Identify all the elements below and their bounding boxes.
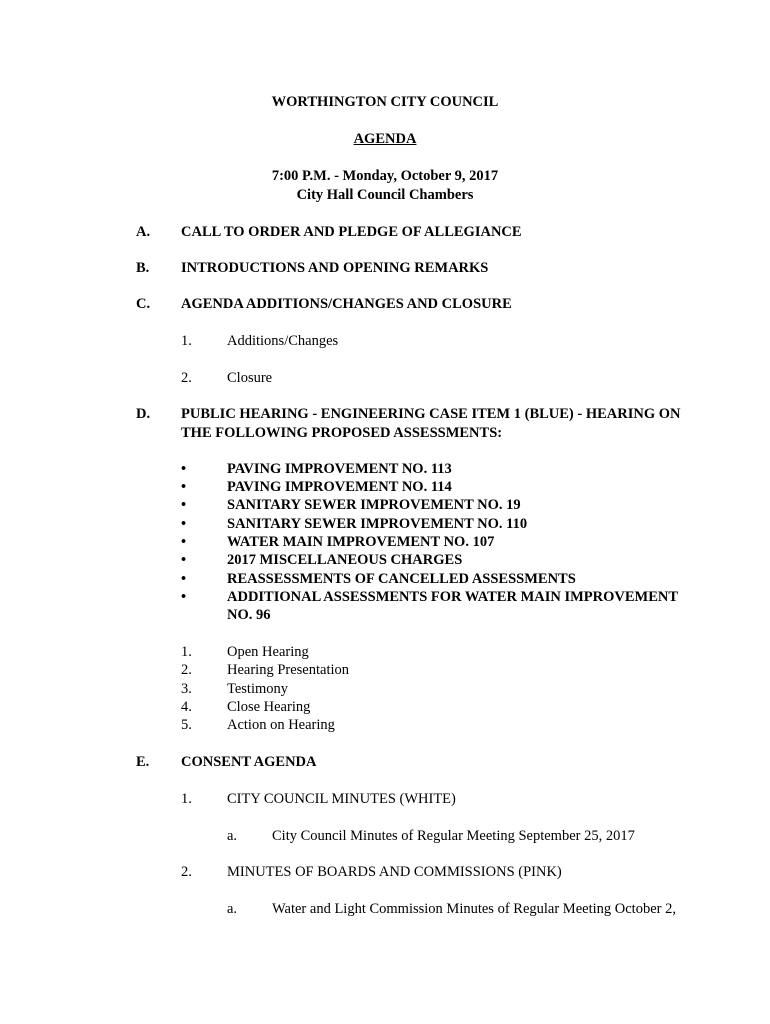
bullet-icon: • [181, 497, 187, 513]
section-d-letter: D. [136, 406, 151, 422]
section-e-title: CONSENT AGENDA [181, 754, 317, 770]
hearing-step-num: 3. [181, 681, 192, 697]
section-c-item-num: 2. [181, 370, 192, 386]
consent-subitem-letter: a. [227, 901, 238, 917]
section-b-title: INTRODUCTIONS AND OPENING REMARKS [181, 260, 489, 276]
assessment-item: ADDITIONAL ASSESSMENTS FOR WATER MAIN IMPROVEMENT [227, 589, 679, 605]
meeting-datetime: 7:00 P.M. - Monday, October 9, 2017 [271, 168, 499, 184]
section-e-letter: E. [136, 754, 150, 770]
hearing-step-text: Close Hearing [227, 699, 311, 715]
assessment-item: SANITARY SEWER IMPROVEMENT NO. 19 [227, 497, 521, 513]
consent-item-text: MINUTES OF BOARDS AND COMMISSIONS (PINK) [227, 864, 562, 880]
consent-subitem-text: Water and Light Commission Minutes of Regular Meeting October 2, [272, 901, 676, 917]
assessment-item: 2017 MISCELLANEOUS CHARGES [227, 552, 463, 568]
bullet-icon: • [181, 589, 187, 605]
consent-subitem-text: City Council Minutes of Regular Meeting September 25, 2017 [272, 828, 635, 844]
hearing-step-text: Action on Hearing [227, 717, 335, 733]
assessment-item: PAVING IMPROVEMENT NO. 114 [227, 479, 452, 495]
hearing-step-num: 5. [181, 717, 192, 733]
assessment-item-continued: NO. 96 [227, 607, 271, 623]
section-c-item-num: 1. [181, 333, 192, 349]
hearing-step-num: 2. [181, 662, 192, 678]
section-c-title: AGENDA ADDITIONS/CHANGES AND CLOSURE [181, 296, 512, 312]
hearing-step-text: Open Hearing [227, 644, 309, 660]
bullet-icon: • [181, 571, 187, 587]
section-a-title: CALL TO ORDER AND PLEDGE OF ALLEGIANCE [181, 224, 522, 240]
agenda-heading [0, 131, 770, 148]
meeting-location: City Hall Council Chambers [296, 187, 474, 203]
bullet-icon: • [181, 461, 187, 477]
assessment-item: PAVING IMPROVEMENT NO. 113 [227, 461, 452, 477]
bullet-icon: • [181, 552, 187, 568]
bullet-icon: • [181, 516, 187, 532]
hearing-step-text: Hearing Presentation [227, 662, 350, 678]
assessment-item: SANITARY SEWER IMPROVEMENT NO. 110 [227, 516, 528, 532]
section-c-item-text: Closure [227, 370, 273, 386]
section-d-title-line2: THE FOLLOWING PROPOSED ASSESSMENTS: [181, 425, 503, 441]
section-a-letter: A. [136, 224, 151, 240]
consent-subitem-letter: a. [227, 828, 238, 844]
consent-item-num: 1. [181, 791, 192, 807]
council-title: WORTHINGTON CITY COUNCIL [271, 94, 499, 110]
hearing-step-text: Testimony [227, 681, 289, 697]
bullet-icon: • [181, 534, 187, 550]
consent-item-text: CITY COUNCIL MINUTES (WHITE) [227, 791, 456, 807]
hearing-step-num: 4. [181, 699, 192, 715]
assessment-item: WATER MAIN IMPROVEMENT NO. 107 [227, 534, 495, 550]
section-b-letter: B. [136, 260, 150, 276]
bullet-icon: • [181, 479, 187, 495]
assessment-item: REASSESSMENTS OF CANCELLED ASSESSMENTS [227, 571, 576, 587]
consent-item-num: 2. [181, 864, 192, 880]
section-c-item-text: Additions/Changes [227, 333, 339, 349]
section-c-letter: C. [136, 296, 151, 312]
hearing-step-num: 1. [181, 644, 192, 660]
agenda-heading-text: AGENDA [353, 131, 417, 147]
section-d-title-line1: PUBLIC HEARING - ENGINEERING CASE ITEM 1 (BLUE) - HEARING ON [181, 406, 681, 422]
